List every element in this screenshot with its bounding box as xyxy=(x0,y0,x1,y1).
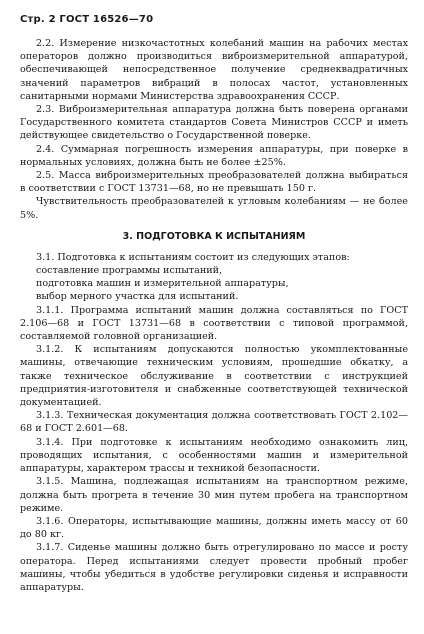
paragraph-3-1: 3.1. Подготовка к испытаниям состоит из следующих этапов: xyxy=(36,251,350,263)
paragraph-3-1-1: 3.1.1. Программа испытаний машин должна составляться по ГОСТ 2.106—68 и ГОСТ 13731—68 в соответствии с типовой программой, составляемой головной организацией. xyxy=(20,304,408,343)
paragraph-3-1-3: 3.1.3. Техническая документация должна соответствовать ГОСТ 2.102—68 и ГОСТ 2.601—68. xyxy=(20,410,408,435)
paragraph-2-2: 2.2. Измерение низкочастотных колебаний машин на рабочих местах операторов должно производиться виброизмерительной аппаратурой, обеспечивающей непосредственное получение среднеквадратичных значений параметров вибраций в полосах частот, установленных санитарными нормами Министерства здравоохранения СССР. xyxy=(20,38,408,102)
section-2-body xyxy=(20,37,408,222)
paragraph-3-1-2: 3.1.2. К испытаниям допускаются полностью укомплектованные машины, отвечающие техническим условиям, прошедшие обкатку, а также техническое обслуживание в соответствии с инструкцией предприятия-изготовителя и снабженные соответствующей технической документацией. xyxy=(20,344,408,409)
paragraph-3-1-5: 3.1.5. Машина, подлежащая испытаниям на транспортном режиме, должна быть прогрета в течение 30 мин путем пробега на транспортном режиме. xyxy=(20,476,408,514)
paragraph-2-5: 2.5. Масса виброизмерительных преобразователей должна выбираться в соответствии с ГОСТ 13731—68, но не превышать 150 г. xyxy=(20,170,408,195)
page-header: Стр. 2 ГОСТ 16526—70 xyxy=(20,14,154,25)
document-page xyxy=(20,14,408,594)
section-3-body xyxy=(20,251,408,594)
section-3-title: 3. ПОДГОТОВКА К ИСПЫТАНИЯМ xyxy=(122,230,306,242)
list-item: составление программы испытаний, xyxy=(36,265,223,277)
list-item: выбор мерного участка для испытаний. xyxy=(36,291,239,303)
paragraph-3-1-6: 3.1.6. Операторы, испытывающие машины, должны иметь массу от 60 до 80 кг. xyxy=(20,515,408,541)
paragraph-3-1-7: 3.1.7. Сиденье машины должно быть отрегулировано по массе и росту оператора. Перед испытаниями следует провести пробный пробег машины, чтобы убедиться в удобстве регулировки сиденья и исправности аппаратуры. xyxy=(20,542,408,593)
paragraph-2-4: 2.4. Суммарная погрешность измерения аппаратуры, при поверке в нормальных условиях, должна быть не более ±25%. xyxy=(20,143,408,168)
paragraph-3-1-4: 3.1.4. При подготовке к испытаниям необходимо ознакомить лиц, проводящих испытания, с особенностями машин и измерительной аппаратуры, характером трассы и техникой безопасности. xyxy=(20,436,408,475)
paragraph-2-3: 2.3. Виброизмерительная аппаратура должна быть поверена органами Государственного комитета стандартов Совета Министров СССР и иметь действующее свидетельство о Государственной поверке. xyxy=(20,104,408,142)
list-item: подготовка машин и измерительной аппаратуры, xyxy=(36,278,289,290)
paragraph-2-5-sensitivity: Чувствительность преобразователей к угловым колебаниям — не более 5%. xyxy=(20,196,408,221)
